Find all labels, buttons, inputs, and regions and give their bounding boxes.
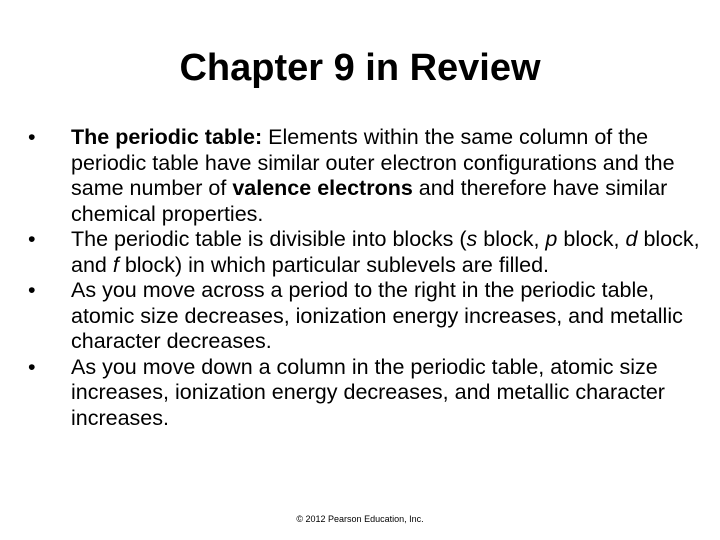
bullet-text-segment: As you move down a column in the periodic table, atomic size increases, ionization energy decreases, and metallic character increases. [71,354,665,430]
bullet-text-segment: block, [477,227,546,251]
bullet-text-segment: The periodic table: [71,125,263,149]
bullet-item [24,125,704,227]
bullet-text-segment: and therefore have similar chemical properties. [71,176,668,226]
bullet-text-segment: valence electrons [232,176,413,200]
slide-title: Chapter 9 in Review [179,47,541,89]
bullet-text-segment: As you move across a period to the right in the periodic table, atomic size decreases, ionization energy increases, and metallic character decreases. [71,278,683,353]
bullet-text-segment: Elements within the same column of the periodic table have similar outer electron configurations and the same number of [71,125,675,200]
bullet-item [24,227,704,278]
bullet-marker: • [28,227,36,251]
bullet-item [24,355,704,432]
bullet-text-segment: block) in which particular sublevels are filled. [118,252,550,277]
bullet-text-segment: f [112,252,119,277]
bullet-text-segment: p [545,227,558,251]
bullet-text-segment: d [625,227,638,251]
bullet-marker: • [28,125,36,149]
bullet-text-segment: s [466,227,478,251]
bullet-item [24,278,704,355]
bullet-text-segment: block, and [71,227,700,277]
bullet-marker: • [28,354,36,379]
bullet-marker: • [28,278,36,302]
copyright-notice: © 2012 Pearson Education, Inc. [296,514,424,524]
bullet-text-segment: block, [557,227,626,251]
bullet-list [24,125,704,431]
bullet-text-segment: The periodic table is divisible into blocks ( [71,227,467,251]
